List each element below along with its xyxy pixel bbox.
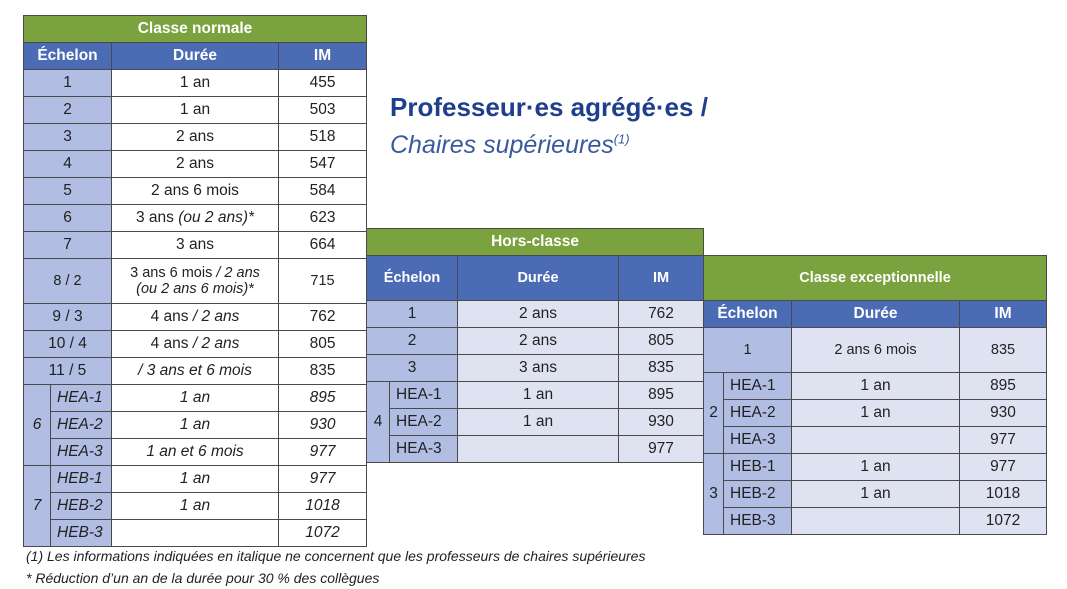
sub-echelon-cell: HEA-3 [724, 427, 792, 454]
header-echelon: Échelon [24, 43, 112, 70]
im-cell: 584 [279, 178, 367, 205]
table-row [704, 373, 1047, 400]
header-im: IM [960, 301, 1047, 328]
echelon-group-cell: 4 [367, 382, 390, 463]
footnote-italic: (1) Les informations indiquées en italique ne concernent que les professeurs de chaires supérieures [26, 548, 646, 564]
header-duree: Durée [112, 43, 279, 70]
echelon-cell: 1 [367, 301, 458, 328]
duree-cell [458, 436, 619, 463]
duree-text: 4 ans [150, 308, 189, 325]
classe-exceptionnelle-table [703, 255, 1047, 535]
im-cell: 1072 [279, 520, 367, 547]
table-row [24, 520, 367, 547]
echelon-cell: 1 [24, 70, 112, 97]
im-cell: 805 [619, 328, 704, 355]
table-row [24, 205, 367, 232]
duree-cell [792, 508, 960, 535]
header-duree: Durée [458, 256, 619, 301]
im-cell: 1018 [960, 481, 1047, 508]
duree-cell: / 3 ans et 6 mois [112, 358, 279, 385]
sub-echelon-cell: HEB-1 [51, 466, 112, 493]
sub-echelon-cell: HEA-2 [390, 409, 458, 436]
im-cell: 977 [279, 466, 367, 493]
duree-cell [112, 259, 279, 304]
im-cell: 762 [619, 301, 704, 328]
duree-text: 3 ans [135, 209, 174, 226]
im-cell: 762 [279, 304, 367, 331]
subtitle-footnote-ref: (1) [613, 131, 630, 147]
im-cell: 930 [279, 412, 367, 439]
sub-echelon-cell: HEA-3 [390, 436, 458, 463]
im-cell: 664 [279, 232, 367, 259]
table-row [24, 358, 367, 385]
table-row [704, 508, 1047, 535]
im-cell: 623 [279, 205, 367, 232]
table-row [704, 481, 1047, 508]
duree-cell: 3 ans [112, 232, 279, 259]
subtitle-text: Chaires supérieures [390, 131, 614, 159]
im-cell: 1018 [279, 493, 367, 520]
duree-cell [112, 205, 279, 232]
duree-cell: 1 an [458, 382, 619, 409]
im-cell: 930 [960, 400, 1047, 427]
duree-text: 4 ans [150, 335, 189, 352]
echelon-cell: 11 / 5 [24, 358, 112, 385]
sub-echelon-cell: HEA-2 [724, 400, 792, 427]
echelon-cell: 10 / 4 [24, 331, 112, 358]
echelon-cell: 4 [24, 151, 112, 178]
im-cell: 503 [279, 97, 367, 124]
sub-echelon-cell: HEA-1 [390, 382, 458, 409]
sub-echelon-cell: HEB-3 [724, 508, 792, 535]
page-title: Professeur·es agrégé·es / [390, 92, 708, 122]
duree-cell: 2 ans [458, 301, 619, 328]
im-cell: 715 [279, 259, 367, 304]
duree-cell: 1 an [112, 97, 279, 124]
im-cell: 805 [279, 331, 367, 358]
classe-normale-table [23, 15, 367, 547]
duree-cell: 1 an [112, 385, 279, 412]
table-row [24, 493, 367, 520]
sub-echelon-cell: HEA-1 [724, 373, 792, 400]
duree-cell [112, 520, 279, 547]
duree-cell: 1 an [458, 409, 619, 436]
sub-echelon-cell: HEA-2 [51, 412, 112, 439]
duree-cell: 3 ans [458, 355, 619, 382]
duree-cell: 1 an [792, 481, 960, 508]
duree-cell: 1 an [112, 70, 279, 97]
sub-echelon-cell: HEB-2 [724, 481, 792, 508]
duree-cell: 2 ans 6 mois [792, 328, 960, 373]
table-row [24, 439, 367, 466]
im-cell: 895 [619, 382, 704, 409]
im-cell: 547 [279, 151, 367, 178]
echelon-group-cell: 7 [24, 466, 51, 547]
duree-italic-text: / 2 ans [192, 335, 240, 352]
echelon-cell: 2 [24, 97, 112, 124]
table-row [367, 355, 704, 382]
duree-cell: 1 an [792, 454, 960, 481]
echelon-group-cell: 3 [704, 454, 724, 535]
im-cell: 895 [279, 385, 367, 412]
im-cell: 518 [279, 124, 367, 151]
echelon-group-cell: 6 [24, 385, 51, 466]
echelon-cell: 3 [24, 124, 112, 151]
sub-echelon-cell: HEB-2 [51, 493, 112, 520]
duree-cell: 1 an [792, 400, 960, 427]
duree-cell: 1 an et 6 mois [112, 439, 279, 466]
duree-cell: 1 an [112, 412, 279, 439]
duree-cell: 2 ans [458, 328, 619, 355]
header-echelon: Échelon [367, 256, 458, 301]
table-row [367, 409, 704, 436]
hors-classe-table [366, 228, 704, 463]
table-row [24, 331, 367, 358]
table-row [24, 151, 367, 178]
echelon-cell: 7 [24, 232, 112, 259]
echelon-cell: 9 / 3 [24, 304, 112, 331]
im-cell: 835 [960, 328, 1047, 373]
sub-echelon-cell: HEB-1 [724, 454, 792, 481]
duree-italic-text: / 2 ans [216, 265, 260, 281]
duree-cell: 2 ans 6 mois [112, 178, 279, 205]
table-row [24, 385, 367, 412]
table-row [24, 124, 367, 151]
hors-classe-title: Hors-classe [367, 229, 704, 256]
header-echelon: Échelon [704, 301, 792, 328]
im-cell: 930 [619, 409, 704, 436]
echelon-cell: 1 [704, 328, 792, 373]
table-row [704, 400, 1047, 427]
table-row [24, 70, 367, 97]
echelon-cell: 6 [24, 205, 112, 232]
echelon-cell: 3 [367, 355, 458, 382]
table-row [704, 454, 1047, 481]
im-cell: 977 [960, 454, 1047, 481]
duree-cell: 1 an [112, 493, 279, 520]
sub-echelon-cell: HEA-3 [51, 439, 112, 466]
header-duree: Durée [792, 301, 960, 328]
duree-italic-text: (ou 2 ans 6 mois)* [136, 281, 254, 297]
header-im: IM [279, 43, 367, 70]
footnote-reduction: * Réduction d’un an de la durée pour 30 % des collègues [26, 570, 380, 586]
sub-echelon-cell: HEB-3 [51, 520, 112, 547]
duree-cell: 2 ans [112, 124, 279, 151]
page-subtitle [390, 131, 630, 160]
echelon-cell: 5 [24, 178, 112, 205]
table-row [704, 328, 1047, 373]
im-cell: 455 [279, 70, 367, 97]
table-row [24, 259, 367, 304]
classe-exceptionnelle-title: Classe exceptionnelle [704, 256, 1047, 301]
table-row [24, 97, 367, 124]
table-row [24, 232, 367, 259]
echelon-cell: 8 / 2 [24, 259, 112, 304]
table-row [367, 301, 704, 328]
table-row [367, 436, 704, 463]
header-im: IM [619, 256, 704, 301]
table-row [24, 304, 367, 331]
duree-text: 3 ans 6 mois [130, 265, 213, 281]
table-row [24, 412, 367, 439]
duree-cell: 2 ans [112, 151, 279, 178]
im-cell: 835 [279, 358, 367, 385]
im-cell: 1072 [960, 508, 1047, 535]
echelon-group-cell: 2 [704, 373, 724, 454]
duree-italic-text: / 2 ans [192, 308, 240, 325]
table-row [24, 466, 367, 493]
sub-echelon-cell: HEA-1 [51, 385, 112, 412]
duree-cell: 1 an [112, 466, 279, 493]
duree-cell [112, 304, 279, 331]
duree-cell [792, 427, 960, 454]
im-cell: 977 [279, 439, 367, 466]
table-row [704, 427, 1047, 454]
duree-cell: 1 an [792, 373, 960, 400]
duree-cell [112, 331, 279, 358]
table-row [24, 178, 367, 205]
table-row [367, 382, 704, 409]
im-cell: 977 [619, 436, 704, 463]
duree-italic-text: (ou 2 ans)* [178, 209, 255, 226]
table-row [367, 328, 704, 355]
classe-normale-title: Classe normale [24, 16, 367, 43]
im-cell: 835 [619, 355, 704, 382]
im-cell: 895 [960, 373, 1047, 400]
echelon-cell: 2 [367, 328, 458, 355]
im-cell: 977 [960, 427, 1047, 454]
